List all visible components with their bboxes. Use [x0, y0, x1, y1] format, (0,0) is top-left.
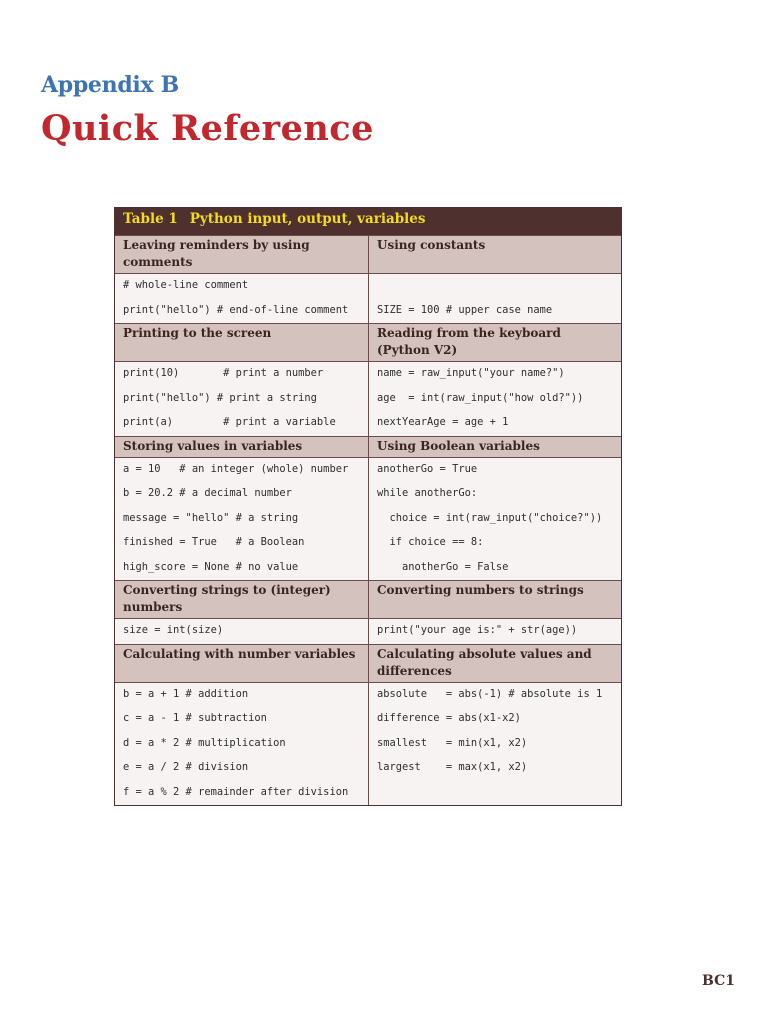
code-cell-left [115, 682, 368, 806]
section-heading-left: Storing values in variables [115, 436, 368, 457]
section-heading-left: Leaving reminders by using comments [115, 235, 368, 273]
section-heading-row [115, 323, 621, 361]
code-line: a = 10 # an integer (whole) number [123, 462, 349, 475]
code-line: name = raw_input("your name?") [377, 367, 565, 379]
code-line: high_score = None # no value [123, 560, 299, 573]
code-line: b = a + 1 # addition [123, 687, 249, 700]
section-heading-row [115, 644, 621, 682]
code-line: age = int(raw_input("how old?")) [377, 391, 584, 404]
code-line: largest = max(x1, x2) [377, 761, 528, 773]
code-line: nextYearAge = age + 1 [377, 416, 509, 428]
code-cell-right [368, 457, 621, 581]
code-line: choice = int(raw_input("choice?")) [377, 511, 603, 524]
code-line: finished = True # a Boolean [123, 536, 305, 548]
section-heading-left: Converting strings to (integer) numbers [115, 580, 368, 618]
code-line: print(10) # print a number [123, 367, 324, 379]
code-cell-left [115, 618, 368, 644]
section-code-row [115, 457, 621, 581]
code-line: f = a % 2 # remainder after division [123, 785, 349, 798]
page-title: Quick Reference [41, 108, 374, 149]
section-heading-right: Using Boolean variables [368, 436, 621, 457]
section-code-row [115, 618, 621, 644]
section-heading-row [115, 436, 621, 457]
code-line: print("hello") # print a string [123, 391, 317, 404]
code-cell-right [368, 273, 621, 323]
code-line: e = a / 2 # division [123, 761, 249, 773]
table-caption [115, 208, 621, 235]
section-heading-row [115, 580, 621, 618]
table-body [115, 235, 621, 805]
section-code-row [115, 273, 621, 323]
code-line: smallest = min(x1, x2) [377, 736, 528, 749]
code-cell-right [368, 361, 621, 436]
code-line: SIZE = 100 # upper case name [377, 303, 553, 316]
section-heading-row [115, 235, 621, 273]
code-cell-right [368, 618, 621, 644]
code-cell-left [115, 457, 368, 581]
code-line: d = a * 2 # multiplication [123, 736, 286, 749]
code-line [377, 781, 613, 806]
code-line: anotherGo = False [377, 560, 509, 573]
code-cell-left [115, 361, 368, 436]
section-code-row [115, 361, 621, 436]
section-heading-left: Printing to the screen [115, 323, 368, 361]
code-line: anotherGo = True [377, 462, 478, 475]
code-line: b = 20.2 # a decimal number [123, 487, 292, 499]
code-line: if choice == 8: [377, 536, 484, 548]
section-heading-right: Converting numbers to strings [368, 580, 621, 618]
code-line [377, 274, 613, 299]
table-caption-title: Python input, output, variables [189, 211, 426, 227]
reference-table [114, 207, 622, 806]
code-line: print("hello") # end-of-line comment [123, 303, 349, 316]
code-line: print("your age is:" + str(age)) [377, 624, 578, 636]
code-line: message = "hello" # a string [123, 511, 299, 524]
table-caption-number: Table 1 [123, 211, 178, 227]
code-line: while anotherGo: [377, 487, 478, 499]
code-cell-right [368, 682, 621, 806]
code-line: c = a - 1 # subtraction [123, 712, 267, 724]
section-heading-right: Using constants [368, 235, 621, 273]
code-line: absolute = abs(-1) # absolute is 1 [377, 687, 603, 700]
code-line: difference = abs(x1-x2) [377, 712, 521, 724]
appendix-label: Appendix B [41, 72, 179, 98]
section-heading-right: Reading from the keyboard (Python V2) [368, 323, 621, 361]
section-heading-right: Calculating absolute values and differences [368, 644, 621, 682]
code-cell-left [115, 273, 368, 323]
section-code-row [115, 682, 621, 806]
code-line: # whole-line comment [123, 279, 249, 291]
page-number: BC1 [702, 973, 735, 989]
section-heading-left: Calculating with number variables [115, 644, 368, 682]
code-line: print(a) # print a variable [123, 416, 336, 428]
code-line: size = int(size) [123, 624, 224, 636]
